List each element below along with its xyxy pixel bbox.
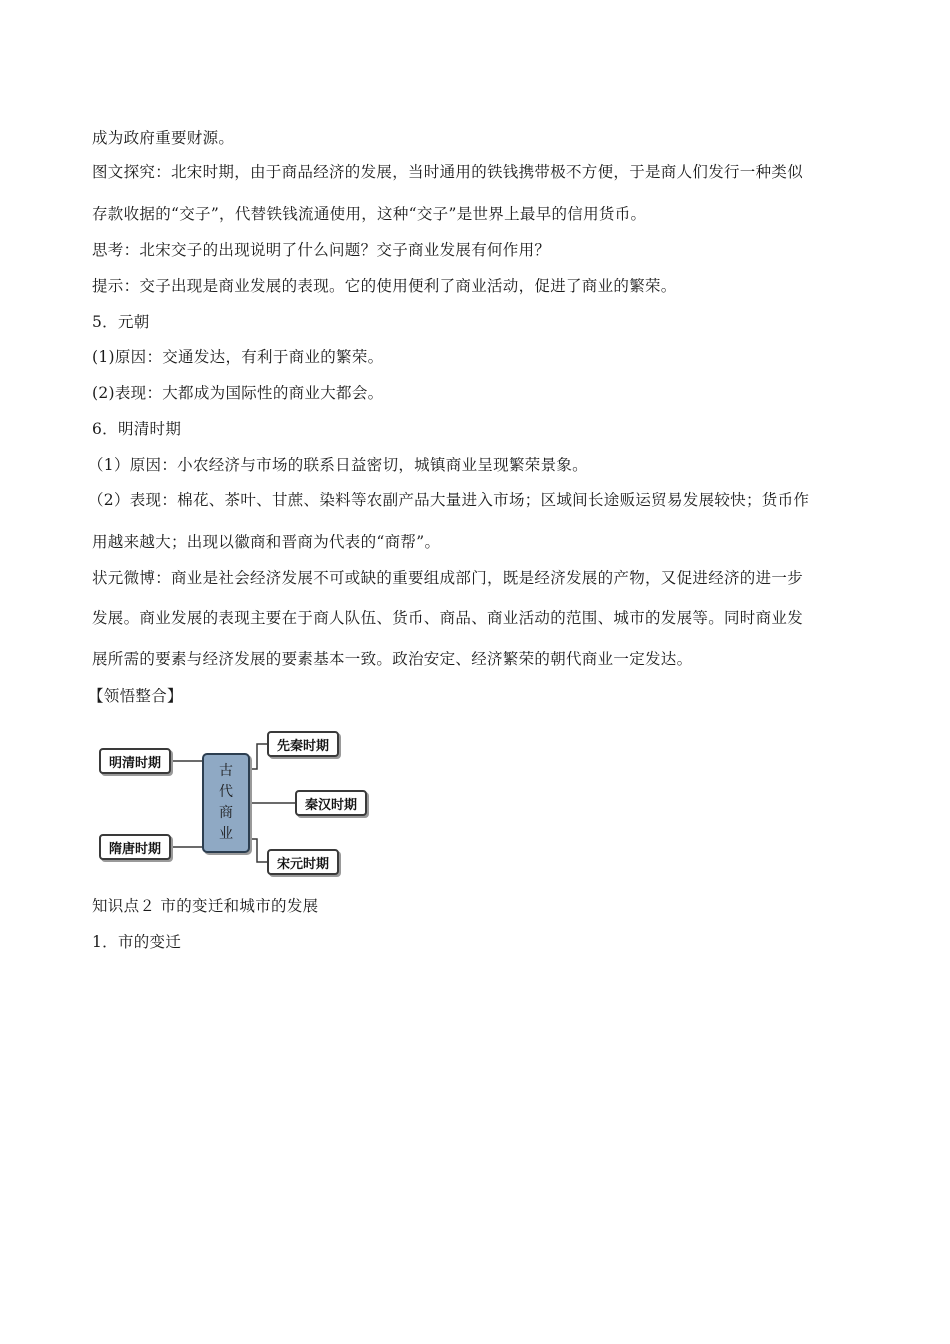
paragraph-weibo-3: 展所需的要素与经济发展的要素基本一致。政治安定、经济繁荣的朝代商业一定发达。 <box>92 650 693 668</box>
ancient-commerce-diagram <box>95 723 375 883</box>
paragraph-mq-show-2: 用越来越大；出现以徽商和晋商为代表的“商帮”。 <box>92 533 441 551</box>
paragraph-question: 思考：北宋交子的出现说明了什么问题？交子商业发展有何作用？ <box>92 241 551 259</box>
center-char-2: 代 <box>219 784 233 800</box>
paragraph-hint: 提示：交子出现是商业发展的表现。它的使用便利了商业活动，促进了商业的繁荣。 <box>92 277 677 295</box>
paragraph-mq-cause: （1）原因：小农经济与市场的联系日益密切，城镇商业呈现繁荣景象。 <box>88 456 588 474</box>
heading-integration: 【领悟整合】 <box>88 687 183 705</box>
paragraph-weibo-2: 发展。商业发展的表现主要在于商人队伍、货币、商品、商业活动的范围、城市的发展等。同时商业发 <box>92 609 804 627</box>
heading-ming-qing: 6．明清时期 <box>92 420 182 438</box>
paragraph-explore-2: 存款收据的“交子”，代替铁钱流通使用，这种“交子”是世界上最早的信用货币。 <box>92 205 647 223</box>
node-ming-qing: 明清时期 <box>99 748 171 774</box>
heading-market-change: 1．市的变迁 <box>92 933 182 951</box>
paragraph-finance: 成为政府重要财源。 <box>92 129 235 147</box>
paragraph-yuan-cause: (1)原因：交通发达，有利于商业的繁荣。 <box>92 348 384 366</box>
paragraph-mq-show-1: （2）表现：棉花、茶叶、甘蔗、染料等农副产品大量进入市场；区域间长途贩运贸易发展较快；货币作 <box>88 491 810 509</box>
node-song-yuan: 宋元时期 <box>267 849 339 875</box>
node-ancient-commerce <box>202 753 250 853</box>
center-char-3: 商 <box>219 805 233 821</box>
paragraph-yuan-show: (2)表现：大都成为国际性的商业大都会。 <box>92 384 384 402</box>
heading-knowledge-2: 知识点２ 市的变迁和城市的发展 <box>92 897 319 915</box>
node-xian-qin: 先秦时期 <box>267 731 339 757</box>
paragraph-weibo-1: 状元微博：商业是社会经济发展不可或缺的重要组成部门，既是经济发展的产物，又促进经济的进一步 <box>92 569 804 587</box>
paragraph-explore-1: 图文探究：北宋时期，由于商品经济的发展，当时通用的铁钱携带极不方便，于是商人们发行一种类似 <box>92 163 804 181</box>
node-qin-han: 秦汉时期 <box>295 790 367 816</box>
center-char-4: 业 <box>219 826 233 842</box>
node-sui-tang: 隋唐时期 <box>99 834 171 860</box>
center-char-1: 古 <box>219 763 233 779</box>
heading-yuan: 5．元朝 <box>92 313 150 331</box>
